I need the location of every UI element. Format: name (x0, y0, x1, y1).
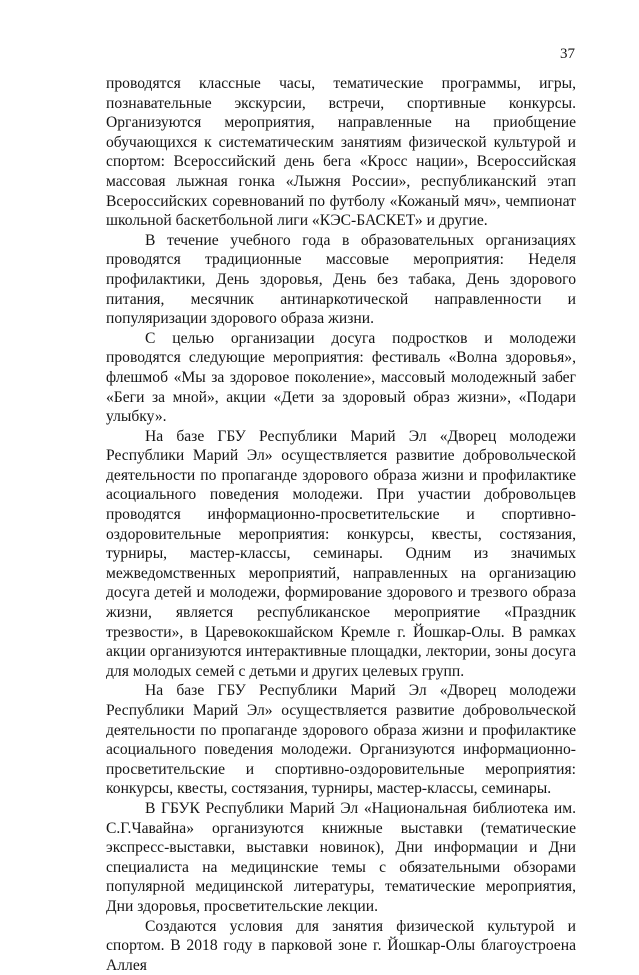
page-number: 37 (560, 46, 575, 62)
paragraph: С целью организации досуга подростков и молодежи проводятся следующие мероприятия: фестиваль «Волна здоровья», флешмоб «Мы за здоровое поколение», массовый молодежный забег «Беги за мной», акции «Дети за здоровый образ жизни», «Подари улыбку». (106, 329, 576, 426)
body-text (106, 74, 576, 975)
paragraph: Создаются условия для занятия физической культурой и спортом. В 2018 году в парковой зоне г. Йошкар-Олы благоустроена Аллея (106, 917, 576, 974)
paragraph: На базе ГБУ Республики Марий Эл «Дворец молодежи Республики Марий Эл» осуществляется развитие добровольческой деятельности по пропаганде здорового образа жизни и профилактике асоциального поведения молодежи. Организуются информационно-просветительские и спортивно-оздоровительные мероприятия: конкурсы, квесты, состязания, турниры, мастер-классы, семинары. (106, 682, 576, 798)
paragraph: В течение учебного года в образовательных организациях проводятся традиционные массовые мероприятия: Неделя профилактики, День здоровья, День без табака, День здорового питания, месячник антинаркотической направленности и популяризации здорового образа жизни. (106, 231, 576, 328)
paragraph: На базе ГБУ Республики Марий Эл «Дворец молодежи Республики Марий Эл» осуществляется развитие добровольческой деятельности по пропаганде здорового образа жизни и профилактике асоциального поведения молодежи. При участии добровольцев проводятся информационно-просветительские и спортивно-оздоровительные мероприятия: конкурсы, квесты, состязания, турниры, мастер-классы, семинары. Одним из значимых межведомственных мероприятий, направленных на организацию досуга детей и молодежи, формирование здорового и трезвого образа жизни, является республиканское мероприятие «Праздник трезвости», в Царевококшайском Кремле г. Йошкар-Олы. В рамках акции организуются интерактивные площадки, лектории, зоны досуга для молодых семей с детьми и других целевых групп. (106, 427, 576, 680)
paragraph: В ГБУК Республики Марий Эл «Национальная библиотека им. С.Г.Чавайна» организуются книжные выставки (тематические экспресс-выставки, выставки новинок), Дни информации и Дни специалиста на медицинские темы с обязательными обзорами популярной медицинской литературы, тематические мероприятия, Дни здоровья, просветительские лекции. (106, 799, 576, 915)
paragraph: проводятся классные часы, тематические программы, игры, познавательные экскурсии, встречи, спортивные конкурсы. Организуются мероприятия, направленные на приобщение обучающихся к систематическим занятиям физической культурой и спортом: Всероссийский день бега «Кросс нации», Всероссийская массовая лыжная гонка «Лыжня России», республиканский этап Всероссийских соревнований по футболу «Кожаный мяч», чемпионат школьной баскетбольной лиги «КЭС-БАСКЕТ» и другие. (106, 75, 576, 230)
